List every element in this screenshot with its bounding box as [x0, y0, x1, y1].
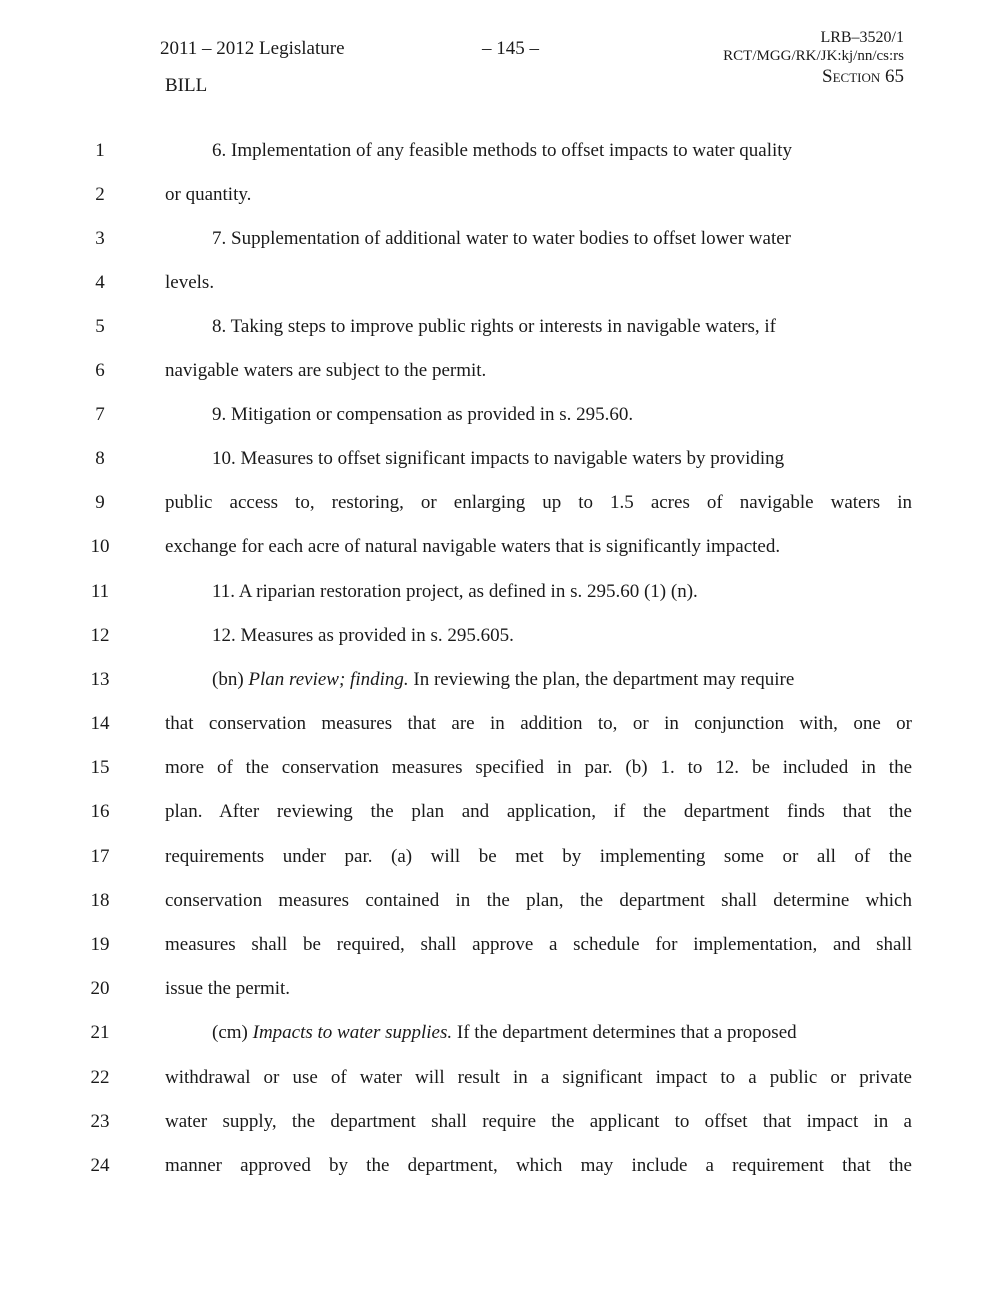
line-text: measures shall be required, shall approve a schedule for implementation, and shall — [165, 934, 912, 955]
line-number: 9 — [95, 492, 105, 513]
line-number: 11 — [90, 581, 110, 602]
text-line — [0, 1151, 1000, 1181]
text-line — [0, 665, 1000, 695]
text-line — [0, 886, 1000, 916]
text-line — [0, 356, 1000, 386]
line-text: manner approved by the department, which may include a requirement that the — [165, 1155, 912, 1176]
line-number: 21 — [90, 1022, 110, 1043]
text-line — [0, 532, 1000, 562]
line-text: 7. Supplementation of additional water to water bodies to offset lower water — [212, 228, 791, 249]
line-number: 12 — [90, 625, 110, 646]
text-line — [0, 1018, 1000, 1048]
line-number: 4 — [95, 272, 105, 293]
text-line — [0, 1063, 1000, 1093]
line-text: more of the conservation measures specified in par. (b) 1. to 12. be included in the — [165, 757, 912, 778]
line-number: 15 — [90, 757, 110, 778]
line-number: 16 — [90, 801, 110, 822]
line-text: water supply, the department shall require the applicant to offset that impact in a — [165, 1111, 912, 1132]
line-number: 20 — [90, 978, 110, 999]
paragraph-text: If the department determines that a proposed — [452, 1022, 797, 1043]
page-number: – 145 – — [482, 38, 539, 59]
line-text: 11. A riparian restoration project, as defined in s. 295.60 (1) (n). — [212, 581, 698, 602]
line-number: 19 — [90, 934, 110, 955]
line-text: 8. Taking steps to improve public rights or interests in navigable waters, if — [212, 316, 776, 337]
text-line — [0, 312, 1000, 342]
text-line — [0, 180, 1000, 210]
line-number: 13 — [90, 669, 110, 690]
text-line — [0, 224, 1000, 254]
drafter-initials: RCT/MGG/RK/JK:kj/nn/cs:rs — [723, 48, 904, 64]
line-text: that conservation measures that are in addition to, or in conjunction with, one or — [165, 713, 912, 734]
line-number: 24 — [90, 1155, 110, 1176]
line-text: 10. Measures to offset significant impacts to navigable waters by providing — [212, 448, 785, 469]
text-line — [0, 1107, 1000, 1137]
paragraph-label: (bn) — [212, 669, 249, 690]
line-number: 1 — [95, 140, 105, 161]
text-line — [0, 400, 1000, 430]
line-text: plan. After reviewing the plan and application, if the department finds that the — [165, 801, 912, 822]
line-number: 3 — [95, 228, 105, 249]
text-line — [0, 797, 1000, 827]
paragraph-label: (cm) — [212, 1022, 253, 1043]
line-number: 6 — [95, 360, 105, 381]
legislature-session: 2011 – 2012 Legislature — [160, 38, 345, 59]
line-text: 9. Mitigation or compensation as provided in s. 295.60. — [212, 404, 634, 425]
text-line — [0, 268, 1000, 298]
paragraph-title: Impacts to water supplies. — [252, 1022, 453, 1043]
line-text: levels. — [165, 272, 215, 293]
text-line — [0, 136, 1000, 166]
text-line — [0, 577, 1000, 607]
line-text: issue the permit. — [165, 978, 291, 999]
paragraph-title: Plan review; finding. — [248, 669, 409, 690]
text-line — [0, 444, 1000, 474]
line-text: conservation measures contained in the plan, the department shall determine which — [165, 890, 912, 911]
line-text: 12. Measures as provided in s. 295.605. — [212, 625, 514, 646]
text-line — [0, 842, 1000, 872]
line-number: 23 — [90, 1111, 110, 1132]
line-text: withdrawal or use of water will result in a significant impact to a public or private — [165, 1067, 912, 1088]
line-number: 8 — [95, 448, 105, 469]
text-line — [0, 930, 1000, 960]
header-reference-block — [723, 30, 904, 86]
line-text: exchange for each acre of natural navigable waters that is significantly impacted. — [165, 536, 781, 557]
line-text — [212, 665, 912, 695]
line-text — [212, 1018, 912, 1048]
lrb-number: LRB–3520/1 — [820, 29, 904, 46]
line-text: or quantity. — [165, 184, 252, 205]
line-text: requirements under par. (a) will be met by implementing some or all of the — [165, 846, 912, 867]
line-number: 14 — [90, 713, 110, 734]
line-number: 17 — [90, 846, 110, 867]
line-number: 5 — [95, 316, 105, 337]
section-label: Section 65 — [822, 66, 904, 87]
line-number: 22 — [90, 1067, 110, 1088]
text-line — [0, 488, 1000, 518]
line-text: 6. Implementation of any feasible methods to offset impacts to water quality — [212, 140, 793, 161]
text-line — [0, 974, 1000, 1004]
line-number: 7 — [95, 404, 105, 425]
paragraph-text: In reviewing the plan, the department may require — [408, 669, 795, 690]
line-text: public access to, restoring, or enlarging up to 1.5 acres of navigable waters in — [165, 492, 912, 513]
line-number: 18 — [90, 890, 110, 911]
line-number: 2 — [95, 184, 105, 205]
text-line — [0, 753, 1000, 783]
line-text: navigable waters are subject to the permit. — [165, 360, 487, 381]
document-type: BILL — [165, 75, 208, 96]
text-line — [0, 621, 1000, 651]
text-line — [0, 709, 1000, 739]
line-number: 10 — [90, 536, 110, 557]
